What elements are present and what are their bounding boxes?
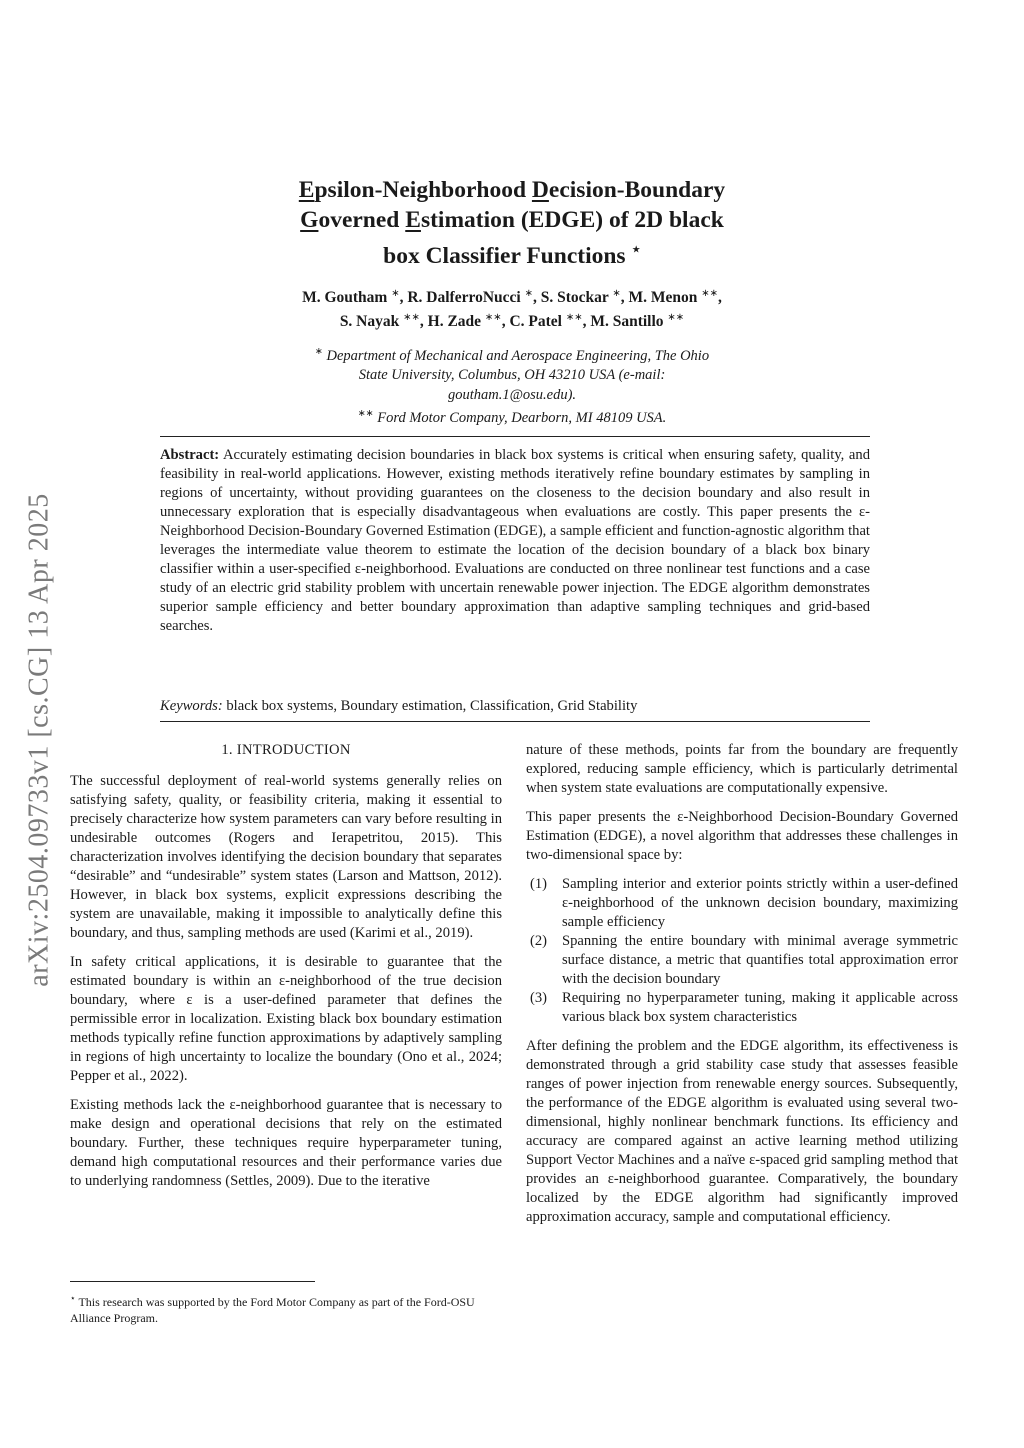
intro-paragraph-5: This paper presents the ε-Neighborhood Decision-Boundary Governed Estimation (EDGE), a novel algorithm that addresses these challenges in two-dimensional space by: xyxy=(526,809,958,863)
title-text: stimation (EDGE) of 2D black xyxy=(420,207,724,233)
author-name: R. DalferroNucci xyxy=(407,289,525,307)
author-affiliation-mark: ∗∗ xyxy=(701,288,719,299)
author-affiliation-mark: ∗ xyxy=(391,288,400,299)
title-text: psilon-Neighborhood xyxy=(314,177,532,203)
author-separator: , xyxy=(419,313,428,331)
author-affiliation-mark: ∗ xyxy=(524,288,533,299)
author-name: M. Santillo xyxy=(590,313,668,331)
title-line-1 xyxy=(200,175,824,205)
intro-paragraph-3: Existing methods lack the ε-neighborhood guarantee that is necessary to make design and operational decisions that rely on the estimated boundary. Further, these techniques require hyperparameter tuning, demand high computational resources and their performance varies due to underlying randomness (Settles, 2009). Due to the iterative xyxy=(70,1097,502,1189)
intro-paragraph-2: In safety critical applications, it is desirable to guarantee that the estimated boundary is within an ε-neighborhood of the true decision boundary, where ε is a user-defined parameter that defines the permissible error in localization. Existing black box boundary estimation methods typically refine function approximations by adaptively sampling in regions of high uncertainty to localize the boundary (Ono et al., 2024; Pepper et al., 2022). xyxy=(70,954,502,1084)
author-name: C. Patel xyxy=(509,313,566,331)
list-item-text: Requiring no hyperparameter tuning, making it applicable across various black box system characteristics xyxy=(562,990,958,1025)
footnote-rule xyxy=(70,1281,315,1282)
affiliation-text: Ford Motor Company, Dearborn, MI 48109 USA. xyxy=(377,410,667,427)
keywords xyxy=(160,697,870,716)
author-affiliation-mark: ∗∗ xyxy=(403,312,420,324)
keywords-label: Keywords: xyxy=(160,698,223,714)
author-separator: , xyxy=(501,313,510,331)
title-text: overned xyxy=(318,207,406,233)
abstract-label: Abstract: xyxy=(160,447,220,463)
title-footnote-star: ⋆ xyxy=(631,242,641,258)
abstract-bottom-rule xyxy=(160,721,870,722)
title-acronym-letter: E xyxy=(405,207,421,233)
arxiv-identifier-stamp xyxy=(10,450,70,1030)
list-item-number: (1) xyxy=(530,876,548,892)
title-acronym-letter: D xyxy=(531,177,549,203)
contribution-list xyxy=(526,875,958,1027)
affiliation-2-line-1 xyxy=(200,405,824,428)
list-item-number: (3) xyxy=(530,990,548,1006)
affiliation-1-line-3: goutham.1@osu.edu). xyxy=(447,386,577,403)
author-name: M. Menon xyxy=(628,289,702,307)
abstract-text: Accurately estimating decision boundaries in black box systems is critical when ensuring safety, quality, and feasibility in real-world applications. However, existing methods iteratively refine boundary estimates by sampling in regions of uncertainty, without providing guarantees on the closeness to the decision boundary and also result in unnecessary exploration that is especially disadvantageous when evaluations are costly. This paper presents the ε-Neighborhood Decision-Boundary Governed Estimation (EDGE), a sample efficient and function-agnostic algorithm that leverages the intermediate value theorem to estimate the location of the decision boundary of a black box binary classifier within a user-specified ε-neighborhood. Evaluations are conducted on three nonlinear test functions and a case study of an electric grid stability problem with uncertain renewable power injection. The EDGE algorithm demonstrates superior sample efficiency and better boundary approximation than adaptive sampling techniques and grid-based searches. xyxy=(160,447,870,634)
title-line-2 xyxy=(200,205,824,235)
list-item-number: (2) xyxy=(530,933,548,949)
footnote-star: ⋆ xyxy=(70,1293,76,1303)
author-name: M. Goutham xyxy=(302,289,392,307)
author-list xyxy=(200,284,824,332)
title-line-3 xyxy=(200,235,824,271)
right-column xyxy=(526,741,958,1237)
author-separator: , xyxy=(718,289,722,307)
list-item-text: Sampling interior and exterior points strictly within a user-defined ε-neighborhood of the unknown decision boundary, maximizing sample efficiency xyxy=(562,876,958,930)
arxiv-identifier-text: arXiv:2504.09733v1 [cs.CG] 13 Apr 2025 xyxy=(24,493,55,987)
list-item xyxy=(526,932,958,989)
keywords-text: black box systems, Boundary estimation, Classification, Grid Stability xyxy=(226,698,638,714)
title-text: box Classifier Functions xyxy=(383,242,626,269)
abstract xyxy=(160,446,870,636)
author-affiliation-mark: ∗∗ xyxy=(484,312,502,324)
author-affiliation-mark: ∗∗ xyxy=(667,312,685,324)
title-text: ecision-Boundary xyxy=(548,177,726,203)
affiliation-1-line-1 xyxy=(200,343,824,366)
list-item xyxy=(526,989,958,1027)
footnote xyxy=(70,1290,502,1326)
title-acronym-letter: G xyxy=(300,207,319,233)
abstract-top-rule xyxy=(160,436,870,437)
author-line-1 xyxy=(200,284,824,308)
left-column xyxy=(70,738,502,1201)
author-separator: , xyxy=(620,289,629,307)
list-item-text: Spanning the entire boundary with minimal average symmetric surface distance, a metric that quantifies total approximation error with the decision boundary xyxy=(562,933,958,987)
author-name: H. Zade xyxy=(427,313,485,331)
author-affiliation-mark: ∗ xyxy=(612,288,621,299)
author-line-2 xyxy=(200,308,824,332)
list-item xyxy=(526,875,958,932)
author-separator: , xyxy=(399,289,408,307)
affiliation-text: Department of Mechanical and Aerospace Engineering, The Ohio xyxy=(326,347,710,364)
affiliations xyxy=(200,343,824,429)
title-acronym-letter: E xyxy=(298,177,315,203)
author-separator: , xyxy=(532,289,541,307)
paper-title xyxy=(200,175,824,271)
author-name: S. Nayak xyxy=(339,313,404,331)
affiliation-mark: ∗ xyxy=(314,347,323,357)
author-affiliation-mark: ∗∗ xyxy=(565,312,583,324)
intro-paragraph-4: nature of these methods, points far from the boundary are frequently explored, reducing sample efficiency, which is particularly detrimental when system state evaluations are computationally expensive. xyxy=(526,742,958,796)
author-name: S. Stockar xyxy=(540,289,613,307)
section-heading-introduction: 1. INTRODUCTION xyxy=(221,742,351,758)
affiliation-1-line-2: State University, Columbus, OH 43210 USA (e-mail: xyxy=(358,367,666,384)
intro-paragraph-1: The successful deployment of real-world systems generally relies on satisfying safety, quality, or feasibility criteria, making it essential to precisely characterize how system parameters can vary before resulting in undesirable outcomes (Rogers and Ierapetritou, 2015). This characterization involves identifying the decision boundary that separates “desirable” and “undesirable” system states (Larson and Mattson, 2012). However, in black box systems, explicit expressions describing the system are unavailable, making it impossible to analytically define this boundary, and thus, sampling methods are used (Karimi et al., 2019). xyxy=(70,773,502,941)
author-separator: , xyxy=(582,313,591,331)
affiliation-mark: ∗∗ xyxy=(357,409,374,420)
footnote-text: This research was supported by the Ford Motor Company as part of the Ford-OSU Alliance Program. xyxy=(70,1295,475,1325)
intro-paragraph-6: After defining the problem and the EDGE algorithm, its effectiveness is demonstrated through a grid stability case study that assesses feasible ranges of power injection from renewable energy sources. Subsequently, the performance of the EDGE algorithm is evaluated using several two-dimensional, highly nonlinear benchmark functions. Its efficiency and accuracy are compared against an active learning method utilizing Support Vector Machines and a naïve ε-spaced grid sampling method that provides an ε-neighborhood guarantee. Comparatively, the boundary localized by the EDGE algorithm had significantly improved approximation accuracy, sample and computational efficiency. xyxy=(526,1038,958,1225)
